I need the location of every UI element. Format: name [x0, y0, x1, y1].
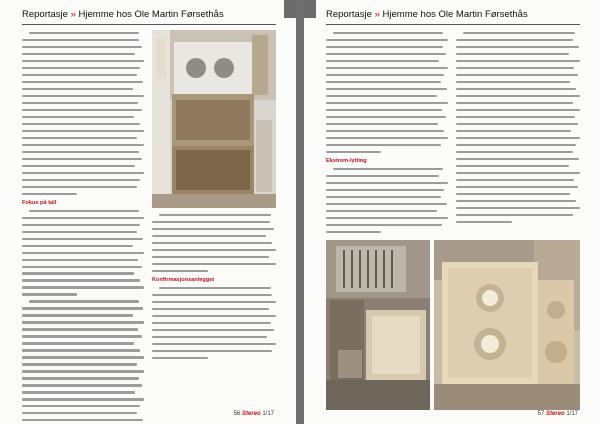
text-line — [22, 238, 143, 240]
text-line — [456, 46, 579, 48]
text-line — [22, 88, 133, 90]
photo-cabinets — [434, 240, 580, 410]
text-line — [326, 217, 448, 219]
cabinets-image — [434, 240, 580, 410]
text-line — [456, 172, 580, 174]
text-line — [326, 39, 448, 41]
text-line — [456, 88, 576, 90]
text-line — [22, 384, 142, 386]
text-line — [456, 193, 570, 195]
text-line — [152, 294, 272, 296]
text-line — [22, 53, 135, 55]
text-line — [326, 224, 442, 226]
text-line — [152, 249, 276, 251]
text-line — [326, 231, 381, 233]
text-line — [152, 235, 266, 237]
text-line — [22, 293, 77, 295]
left-page — [0, 0, 296, 424]
text-line — [152, 322, 271, 324]
folio — [234, 411, 274, 417]
text-line — [22, 123, 140, 125]
text-line — [326, 130, 444, 132]
text-line — [22, 231, 137, 233]
text-line — [456, 221, 512, 223]
text-line — [456, 39, 573, 41]
text-line — [22, 172, 144, 174]
text-column-1 — [326, 32, 448, 238]
text-line — [333, 168, 443, 170]
text-line — [456, 214, 573, 216]
text-line — [22, 151, 139, 153]
text-line — [22, 356, 144, 358]
page-header — [326, 9, 528, 20]
text-line — [326, 144, 441, 146]
photo-speakers — [152, 30, 276, 208]
text-line — [22, 279, 140, 281]
header-title: Hjemme hos Ole Martin Førsethås — [382, 9, 528, 20]
text-line — [456, 116, 575, 118]
text-line — [22, 259, 138, 261]
text-line — [22, 342, 134, 344]
text-line — [456, 95, 580, 97]
folio-number: 57 — [537, 411, 545, 417]
header-rule — [326, 24, 580, 25]
text-line — [456, 74, 578, 76]
text-line — [22, 46, 142, 48]
text-column-2 — [152, 214, 276, 364]
text-line — [22, 193, 77, 195]
text-line — [22, 74, 137, 76]
text-line — [152, 357, 208, 359]
body-text-block — [22, 210, 144, 296]
text-line — [22, 321, 144, 323]
text-line — [22, 39, 139, 41]
text-line — [456, 109, 580, 111]
text-line — [22, 266, 142, 268]
text-line — [326, 102, 448, 104]
text-line — [22, 186, 137, 188]
text-line — [456, 165, 569, 167]
body-text-block — [326, 32, 448, 153]
text-line — [326, 81, 441, 83]
text-line — [456, 151, 573, 153]
text-line — [326, 189, 444, 191]
text-line — [456, 53, 569, 55]
text-line — [22, 272, 134, 274]
body-text-block — [456, 32, 580, 223]
text-line — [22, 102, 138, 104]
text-line — [22, 109, 142, 111]
text-line — [22, 95, 144, 97]
text-line — [152, 270, 208, 272]
text-line — [326, 74, 444, 76]
header-title: Hjemme hos Ole Martin Førsethås — [78, 9, 224, 20]
photo-workshop — [326, 240, 430, 410]
text-line — [22, 217, 144, 219]
text-line — [326, 109, 442, 111]
text-line — [152, 343, 276, 345]
text-line — [22, 328, 138, 330]
text-line — [456, 81, 570, 83]
text-line — [22, 144, 144, 146]
text-line — [326, 210, 437, 212]
workshop-image — [326, 240, 430, 410]
text-line — [326, 196, 441, 198]
subheading-konfirmasjon: Konfirmasjonsanlegget — [152, 276, 215, 283]
text-line — [326, 88, 447, 90]
corner-tab — [284, 0, 296, 18]
text-column-1 — [22, 32, 144, 424]
text-line — [326, 46, 443, 48]
text-line — [333, 32, 443, 34]
text-line — [326, 67, 448, 69]
header-rule — [22, 24, 276, 25]
text-line — [22, 179, 140, 181]
text-line — [22, 412, 137, 414]
header-separator: » — [70, 9, 76, 20]
header-section: Reportasje — [22, 9, 68, 20]
text-line — [456, 137, 580, 139]
text-line — [326, 151, 381, 153]
text-line — [326, 60, 439, 62]
right-page — [304, 0, 600, 424]
folio-number: 56 — [233, 411, 241, 417]
text-line — [22, 314, 133, 316]
text-line — [159, 287, 271, 289]
text-line — [456, 67, 574, 69]
body-text-block — [22, 300, 144, 424]
text-line — [326, 137, 448, 139]
body-text-block — [326, 168, 448, 233]
folio-issue: 1/17 — [262, 411, 274, 417]
text-line — [22, 165, 135, 167]
text-line — [22, 370, 144, 372]
header-separator: » — [374, 9, 380, 20]
text-line — [22, 224, 140, 226]
text-line — [22, 391, 135, 393]
text-column-2 — [456, 32, 580, 228]
text-line — [326, 175, 439, 177]
text-line — [22, 81, 143, 83]
subheading-ekstrem: Ekstrem-lytting — [326, 157, 367, 164]
text-line — [22, 252, 144, 254]
text-line — [22, 60, 144, 62]
text-line — [22, 377, 139, 379]
text-line — [456, 60, 580, 62]
text-line — [22, 137, 137, 139]
speakers-image — [152, 30, 276, 208]
text-line — [326, 182, 448, 184]
text-line — [456, 207, 580, 209]
text-line — [152, 263, 276, 265]
folio — [538, 411, 578, 417]
text-line — [456, 186, 578, 188]
text-line — [29, 32, 139, 34]
text-line — [22, 67, 140, 69]
text-line — [152, 350, 272, 352]
text-line — [152, 242, 272, 244]
text-line — [152, 315, 276, 317]
text-line — [456, 144, 576, 146]
body-text-block — [22, 32, 144, 195]
text-line — [152, 329, 274, 331]
corner-tab — [304, 0, 316, 18]
text-line — [22, 116, 134, 118]
text-line — [22, 335, 142, 337]
text-line — [29, 300, 139, 302]
text-line — [22, 419, 143, 421]
text-line — [22, 363, 137, 365]
page-header — [22, 9, 224, 20]
text-line — [152, 308, 269, 310]
text-line — [22, 158, 142, 160]
text-line — [152, 228, 274, 230]
subheading-fokus: Fokus på tall — [22, 199, 57, 206]
folio-brand: Stereo — [241, 411, 261, 417]
text-line — [152, 336, 267, 338]
text-line — [29, 210, 139, 212]
text-line — [456, 123, 578, 125]
text-line — [456, 179, 574, 181]
text-line — [326, 203, 447, 205]
text-line — [326, 123, 438, 125]
text-line — [159, 214, 271, 216]
text-line — [463, 32, 575, 34]
text-line — [22, 405, 140, 407]
text-line — [152, 221, 270, 223]
body-text-block — [152, 287, 276, 359]
text-line — [22, 349, 140, 351]
text-line — [326, 95, 437, 97]
text-line — [456, 200, 576, 202]
header-section: Reportasje — [326, 9, 372, 20]
body-text-block — [152, 214, 276, 272]
text-line — [152, 301, 276, 303]
text-line — [22, 245, 133, 247]
text-line — [456, 102, 573, 104]
folio-brand: Stereo — [545, 411, 565, 417]
text-line — [456, 130, 571, 132]
text-line — [326, 116, 446, 118]
text-line — [22, 130, 144, 132]
text-line — [456, 158, 579, 160]
text-line — [152, 256, 269, 258]
text-line — [326, 53, 446, 55]
folio-issue: 1/17 — [566, 411, 578, 417]
text-line — [22, 307, 143, 309]
text-line — [22, 398, 144, 400]
text-line — [22, 286, 144, 288]
